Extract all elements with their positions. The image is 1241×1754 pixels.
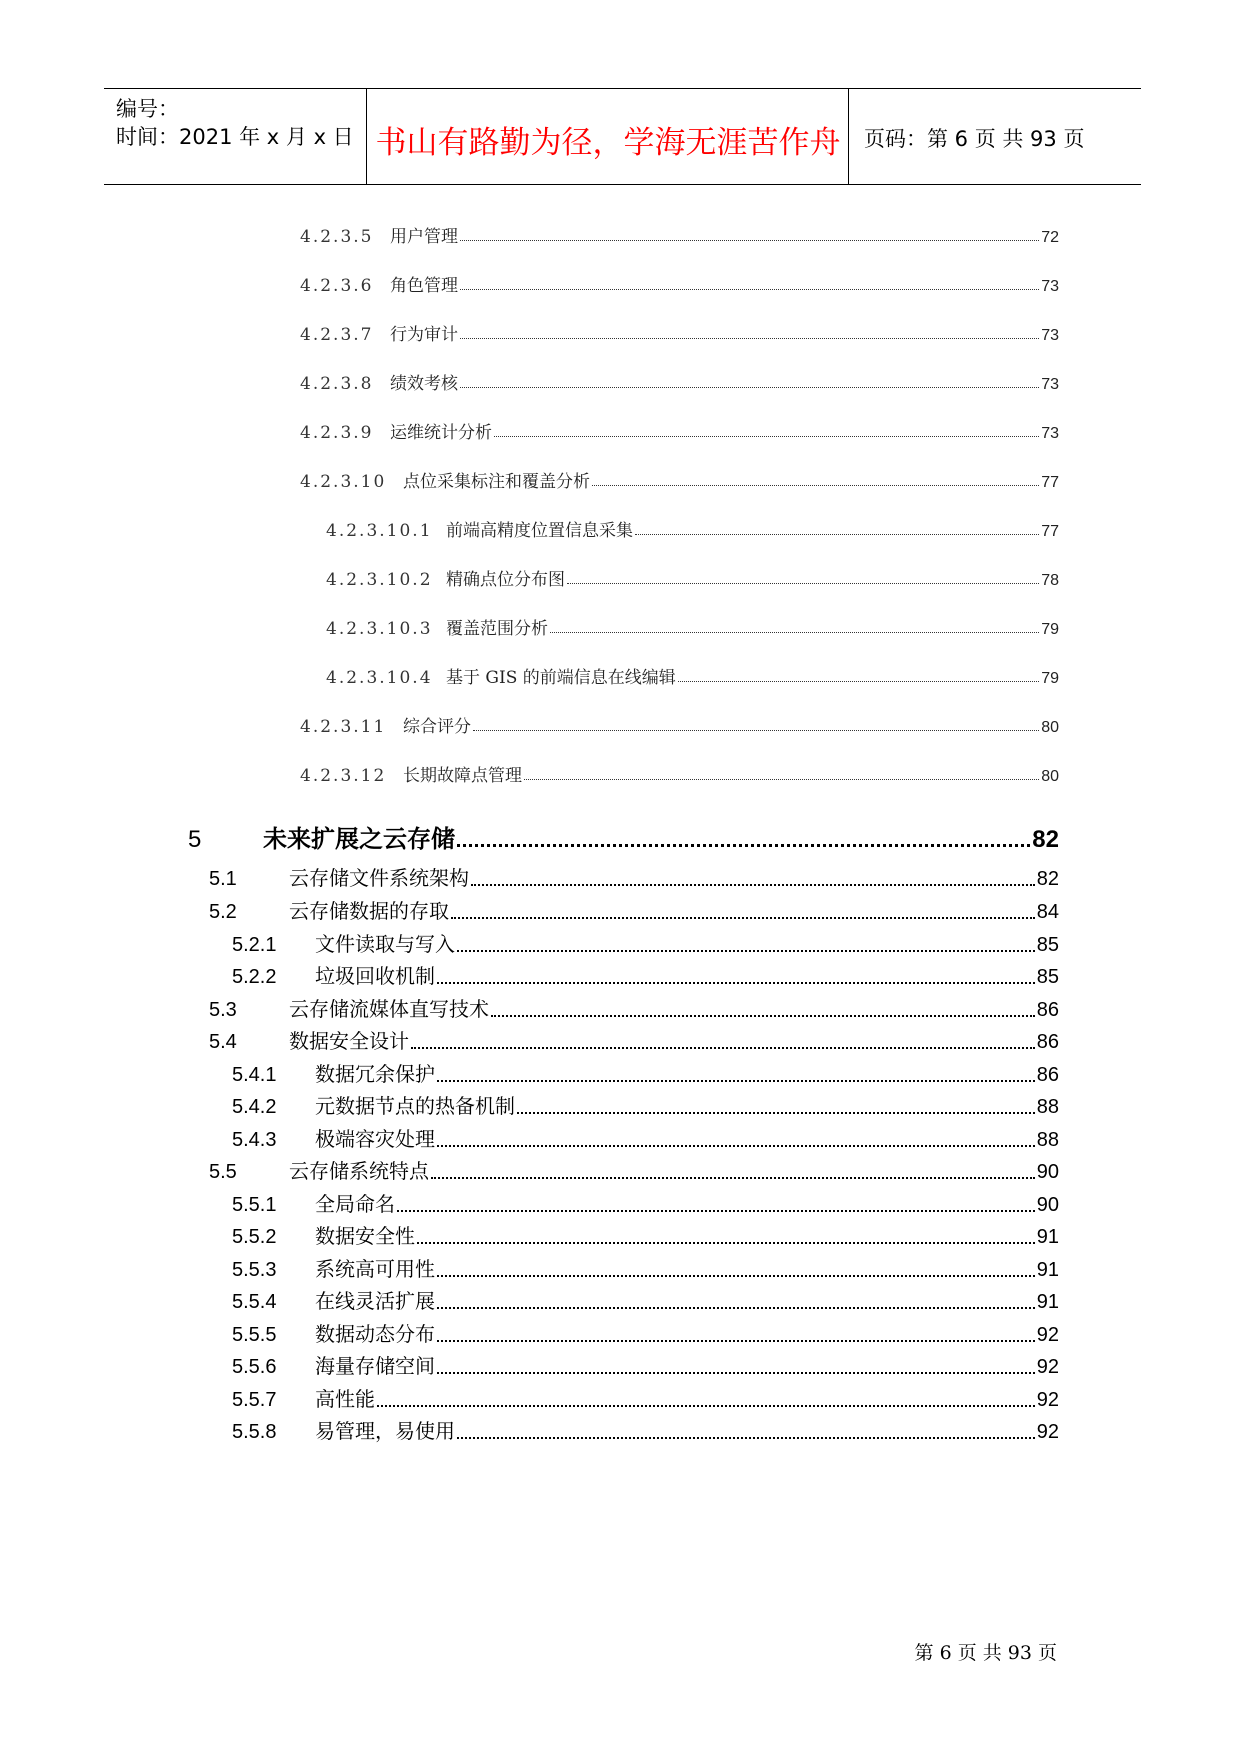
toc-entry-number: 5.2.1: [232, 934, 277, 956]
toc-entry-number: 5.4.3: [232, 1129, 277, 1151]
toc-chapter-entry[interactable]: [188, 819, 1059, 853]
toc-entry-title: 数据安全设计: [289, 1029, 409, 1053]
toc-leader-dots: [494, 436, 1039, 437]
toc-entry-page: 91: [1036, 1291, 1059, 1313]
toc-entry-title: 易管理，易使用: [315, 1419, 455, 1443]
toc-entry[interactable]: [326, 516, 1059, 540]
toc-entry-number: 5.5.3: [232, 1259, 277, 1281]
toc-entry-page: 80: [1041, 768, 1059, 785]
toc-entry-title: 绩效考核: [390, 374, 458, 394]
toc-leader-dots: [457, 1437, 1035, 1439]
toc-entry-number: 4.2.3.10.1: [326, 521, 433, 541]
toc-entry-page: 86: [1036, 1064, 1059, 1086]
toc-entry-title: 角色管理: [390, 276, 458, 296]
toc-leader-dots: [471, 884, 1035, 886]
toc-leader-dots: [592, 485, 1039, 486]
header-motto-cell: [368, 89, 849, 184]
toc-entry-page: 73: [1041, 327, 1059, 344]
page-header: [104, 88, 1141, 185]
toc-entry-title: 用户管理: [390, 227, 458, 247]
toc-entry-number: 4.2.3.9: [300, 423, 374, 443]
toc-entry-title: 综合评分: [403, 717, 471, 737]
toc-entry[interactable]: [232, 1253, 1059, 1283]
toc-entry[interactable]: [209, 993, 1059, 1023]
toc-entry-number: 4.2.3.6: [300, 276, 374, 296]
toc-entry[interactable]: [232, 1285, 1059, 1315]
toc-entry[interactable]: [300, 271, 1059, 295]
toc-entry-page: 82: [1032, 826, 1059, 853]
toc-leader-dots: [473, 730, 1039, 731]
toc-entry[interactable]: [232, 1350, 1059, 1380]
toc-entry[interactable]: [232, 1318, 1059, 1348]
toc-leader-dots: [437, 1275, 1035, 1277]
toc-entry[interactable]: [232, 1123, 1059, 1153]
toc-entry-page: 90: [1036, 1194, 1059, 1216]
toc-leader-dots: [417, 1242, 1035, 1244]
toc-entry-page: 91: [1036, 1226, 1059, 1248]
toc-entry-page: 91: [1036, 1259, 1059, 1281]
toc-entry-number: 5.5.8: [232, 1421, 277, 1443]
toc-leader-dots: [460, 387, 1039, 388]
toc-entry-page: 79: [1041, 621, 1059, 638]
toc-entry-page: 77: [1041, 523, 1059, 540]
toc-entry-page: 85: [1036, 966, 1059, 988]
toc-leader-dots: [451, 917, 1035, 919]
toc-entry-page: 88: [1036, 1096, 1059, 1118]
toc-entry-page: 80: [1041, 719, 1059, 736]
toc-entry-title: 海量存储空间: [315, 1354, 435, 1378]
toc-entry-number: 4.2.3.12: [300, 766, 387, 786]
toc-leader-dots: [550, 632, 1039, 633]
toc-entry-number: 4.2.3.8: [300, 374, 374, 394]
toc-entry-title: 运维统计分析: [390, 423, 492, 443]
toc-entry-title: 前端高精度位置信息采集: [446, 521, 633, 541]
toc-leader-dots: [377, 1405, 1035, 1407]
toc-entry-title: 未来扩展之云存储: [263, 825, 455, 853]
toc-entry-page: 92: [1036, 1356, 1059, 1378]
toc-entry-number: 4.2.3.10.3: [326, 619, 433, 639]
toc-entry-number: 4.2.3.5: [300, 227, 374, 247]
toc-entry-page: 90: [1036, 1161, 1059, 1183]
toc-entry-title: 数据安全性: [315, 1224, 415, 1248]
toc-entry-number: 5.4: [209, 1031, 237, 1053]
toc-entry-page: 84: [1036, 901, 1059, 923]
toc-entry[interactable]: [300, 320, 1059, 344]
toc-entry[interactable]: [209, 1025, 1059, 1055]
toc-entry-title: 系统高可用性: [315, 1257, 435, 1281]
toc-leader-dots: [635, 534, 1039, 535]
toc-entry[interactable]: [300, 467, 1059, 491]
toc-entry-number: 5.5.4: [232, 1291, 277, 1313]
toc-leader-dots: [397, 1210, 1035, 1212]
header-number-label: 编号：: [116, 97, 179, 121]
toc-entry-title: 行为审计: [390, 325, 458, 345]
toc-entry-number: 5.1: [209, 868, 237, 890]
toc-leader-dots: [437, 1340, 1035, 1342]
toc-entry-title: 云存储数据的存取: [289, 899, 449, 923]
toc-leader-dots: [567, 583, 1039, 584]
toc-entry-title: 数据冗余保护: [315, 1062, 435, 1086]
toc-entry-number: 5.4.2: [232, 1096, 277, 1118]
toc-entry[interactable]: [326, 663, 1059, 687]
toc-leader-dots: [678, 681, 1039, 682]
header-motto: 书山有路勤为径，学海无涯苦作舟: [375, 125, 841, 161]
toc-entry-title: 极端容灾处理: [315, 1127, 435, 1151]
toc-entry[interactable]: [209, 1155, 1059, 1185]
toc-entry[interactable]: [232, 1090, 1059, 1120]
toc-leader-dots: [411, 1047, 1035, 1049]
toc-leader-dots: [437, 1080, 1035, 1082]
toc-entry-page: 92: [1036, 1389, 1059, 1411]
toc-entry-title: 全局命名: [315, 1192, 395, 1216]
toc-entry-title: 在线灵活扩展: [315, 1289, 435, 1313]
toc-entry[interactable]: [232, 1383, 1059, 1413]
toc-entry-page: 73: [1041, 425, 1059, 442]
toc-entry[interactable]: [300, 712, 1059, 736]
toc-entry-page: 92: [1036, 1421, 1059, 1443]
toc-leader-dots: [460, 338, 1039, 339]
toc-entry-page: 78: [1041, 572, 1059, 589]
toc-leader-dots: [457, 950, 1035, 952]
toc-entry-title: 高性能: [315, 1387, 375, 1411]
toc-entry[interactable]: [232, 1220, 1059, 1250]
toc-entry-page: 73: [1041, 278, 1059, 295]
toc-entry-title: 长期故障点管理: [403, 766, 522, 786]
toc-entry-number: 5.5: [209, 1161, 237, 1183]
toc-entry-title: 精确点位分布图: [446, 570, 565, 590]
toc-entry[interactable]: [300, 369, 1059, 393]
toc-entry-number: 4.2.3.10: [300, 472, 387, 492]
toc-entry-number: 5.4.1: [232, 1064, 277, 1086]
toc-entry[interactable]: [232, 1415, 1059, 1445]
toc-entry-number: 4.2.3.10.4: [326, 668, 433, 688]
toc-entry-page: 88: [1036, 1129, 1059, 1151]
toc-entry-title: 基于 GIS 的前端信息在线编辑: [446, 668, 676, 688]
toc-leader-dots: [437, 982, 1035, 984]
header-left-cell: [104, 89, 367, 184]
toc-entry[interactable]: [300, 418, 1059, 442]
toc-entry-title: 垃圾回收机制: [315, 964, 435, 988]
toc-entry-title: 点位采集标注和覆盖分析: [403, 472, 590, 492]
toc-entry-title: 元数据节点的热备机制: [315, 1094, 515, 1118]
toc-leader-dots: [431, 1177, 1035, 1179]
toc-entry[interactable]: [232, 960, 1059, 990]
toc-entry-page: 73: [1041, 376, 1059, 393]
toc-leader-dots: [460, 240, 1039, 241]
toc-leader-dots: [524, 779, 1039, 780]
toc-entry-title: 云存储文件系统架构: [289, 866, 469, 890]
toc-entry[interactable]: [209, 895, 1059, 925]
toc-entry-title: 文件读取与写入: [315, 932, 455, 956]
toc-entry[interactable]: [232, 928, 1059, 958]
toc-leader-dots: [491, 1015, 1035, 1017]
toc-entry-page: 92: [1036, 1324, 1059, 1346]
toc-entry-page: 85: [1036, 934, 1059, 956]
toc-entry-title: 云存储系统特点: [289, 1159, 429, 1183]
toc-entry-page: 86: [1036, 999, 1059, 1021]
toc-entry-number: 5.5.5: [232, 1324, 277, 1346]
toc-entry-number: 4.2.3.10.2: [326, 570, 433, 590]
header-page-code: 页码：第 6 页 共 93 页: [864, 127, 1085, 151]
toc-entry-number: 4.2.3.7: [300, 325, 374, 345]
toc-entry[interactable]: [326, 614, 1059, 638]
toc-entry-page: 82: [1036, 868, 1059, 890]
page-footer: 第 6 页 共 93 页: [914, 1642, 1057, 1664]
toc-entry-title: 覆盖范围分析: [446, 619, 548, 639]
header-time-label: 时间：2021 年 x 月 x 日: [116, 125, 354, 149]
toc-entry-page: 72: [1041, 229, 1059, 246]
toc-entry[interactable]: [232, 1058, 1059, 1088]
toc-leader-dots: [517, 1112, 1035, 1114]
toc-entry-title: 云存储流媒体直写技术: [289, 997, 489, 1021]
toc-entry-page: 77: [1041, 474, 1059, 491]
toc-entry-number: 5.5.2: [232, 1226, 277, 1248]
toc-leader-dots: [437, 1307, 1035, 1309]
toc-entry-page: 79: [1041, 670, 1059, 687]
toc-entry-number: 5.3: [209, 999, 237, 1021]
header-page-cell: [850, 89, 1141, 184]
toc-entry[interactable]: [300, 761, 1059, 785]
toc-entry[interactable]: [300, 222, 1059, 246]
toc-entry-number: 5.5.6: [232, 1356, 277, 1378]
toc-entry-number: 5.5.1: [232, 1194, 277, 1216]
toc-entry-number: 5.2: [209, 901, 237, 923]
toc-entry[interactable]: [232, 1188, 1059, 1218]
toc-entry-number: 5.5.7: [232, 1389, 277, 1411]
toc-entry-number: 4.2.3.11: [300, 717, 387, 737]
toc-entry-number: 5: [188, 826, 202, 853]
toc-entry-number: 5.2.2: [232, 966, 277, 988]
toc-leader-dots: [437, 1145, 1035, 1147]
toc-entry[interactable]: [209, 862, 1059, 892]
toc-entry-page: 86: [1036, 1031, 1059, 1053]
toc-entry-title: 数据动态分布: [315, 1322, 435, 1346]
toc-leader-dots: [437, 1372, 1035, 1374]
toc-entry[interactable]: [326, 565, 1059, 589]
toc-leader-dots: [457, 844, 1030, 847]
toc-leader-dots: [460, 289, 1039, 290]
